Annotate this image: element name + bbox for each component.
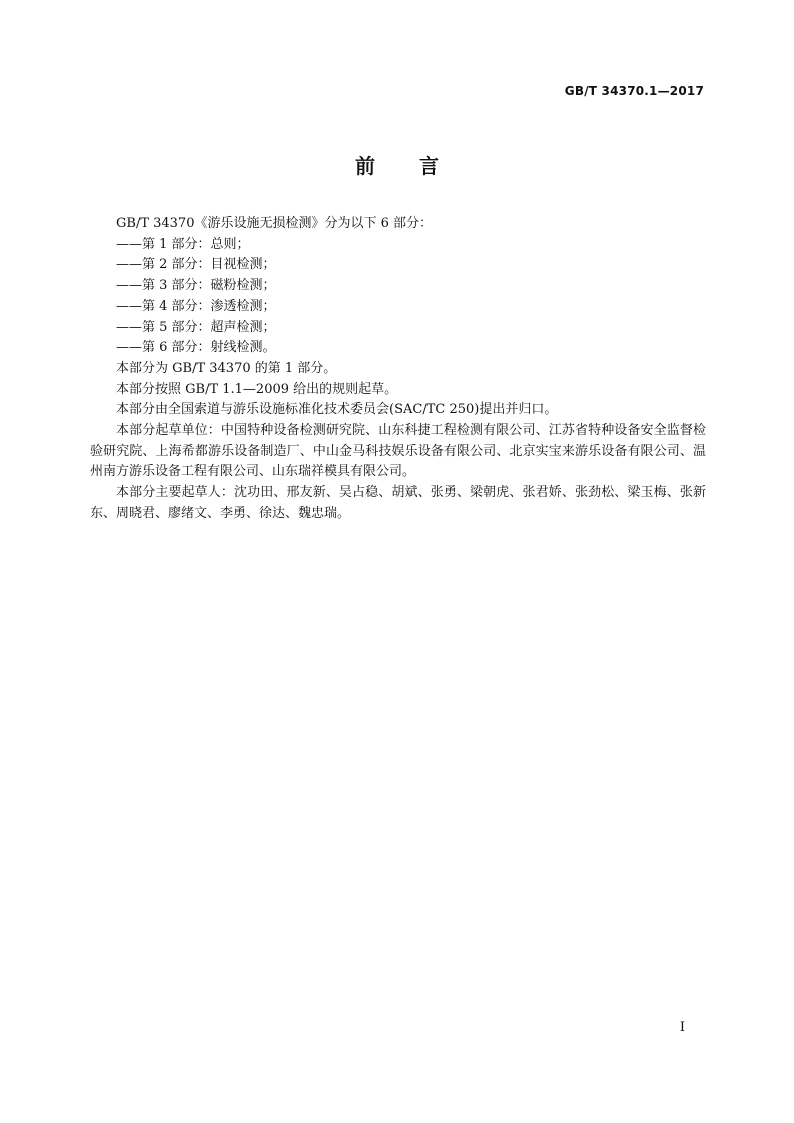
intro-paragraph: GB/T 34370《游乐设施无损检测》分为以下 6 部分：: [116, 216, 433, 231]
page-title: 前言: [355, 154, 483, 178]
page-number: I: [679, 1020, 685, 1035]
drafting-units-paragraph: 本部分起草单位：中国特种设备检测研究院、山东科捷工程检测有限公司、江苏省特种设备安全监督检验研究院、上海希都游乐设备制造厂、中山金马科技娱乐设备有限公司、北京实宝来游乐设备有限公司、温州南方游乐设备工程有限公司、山东瑞祥模具有限公司。: [90, 423, 706, 480]
proposed-by-paragraph: 本部分由全国索道与游乐设施标准化技术委员会(SAC/TC 250)提出并归口。: [116, 402, 558, 418]
part-list-item: ——第 1 部分：总则；: [116, 236, 250, 252]
part-list-item: ——第 6 部分：射线检测。: [116, 340, 276, 356]
part-list-item: ——第 5 部分：超声检测；: [116, 319, 276, 335]
standard-number: GB/T 34370.1—2017: [564, 84, 704, 98]
drafting-rules-paragraph: 本部分按照 GB/T 1.1—2009 给出的规则起草。: [116, 381, 398, 397]
part-list-item: ——第 2 部分：目视检测；: [116, 257, 276, 273]
this-part-paragraph: 本部分为 GB/T 34370 的第 1 部分。: [116, 360, 337, 376]
part-list-item: ——第 3 部分：磁粉检测；: [116, 278, 276, 294]
part-list-item: ——第 4 部分：渗透检测；: [116, 298, 276, 314]
drafters-paragraph: 本部分主要起草人：沈功田、邢友新、吴占稳、胡斌、张勇、梁朝虎、张君娇、张劲松、梁玉梅、张新东、周晓君、廖绪文、李勇、徐达、魏忠瑞。: [90, 485, 706, 521]
foreword-body: [90, 214, 706, 525]
